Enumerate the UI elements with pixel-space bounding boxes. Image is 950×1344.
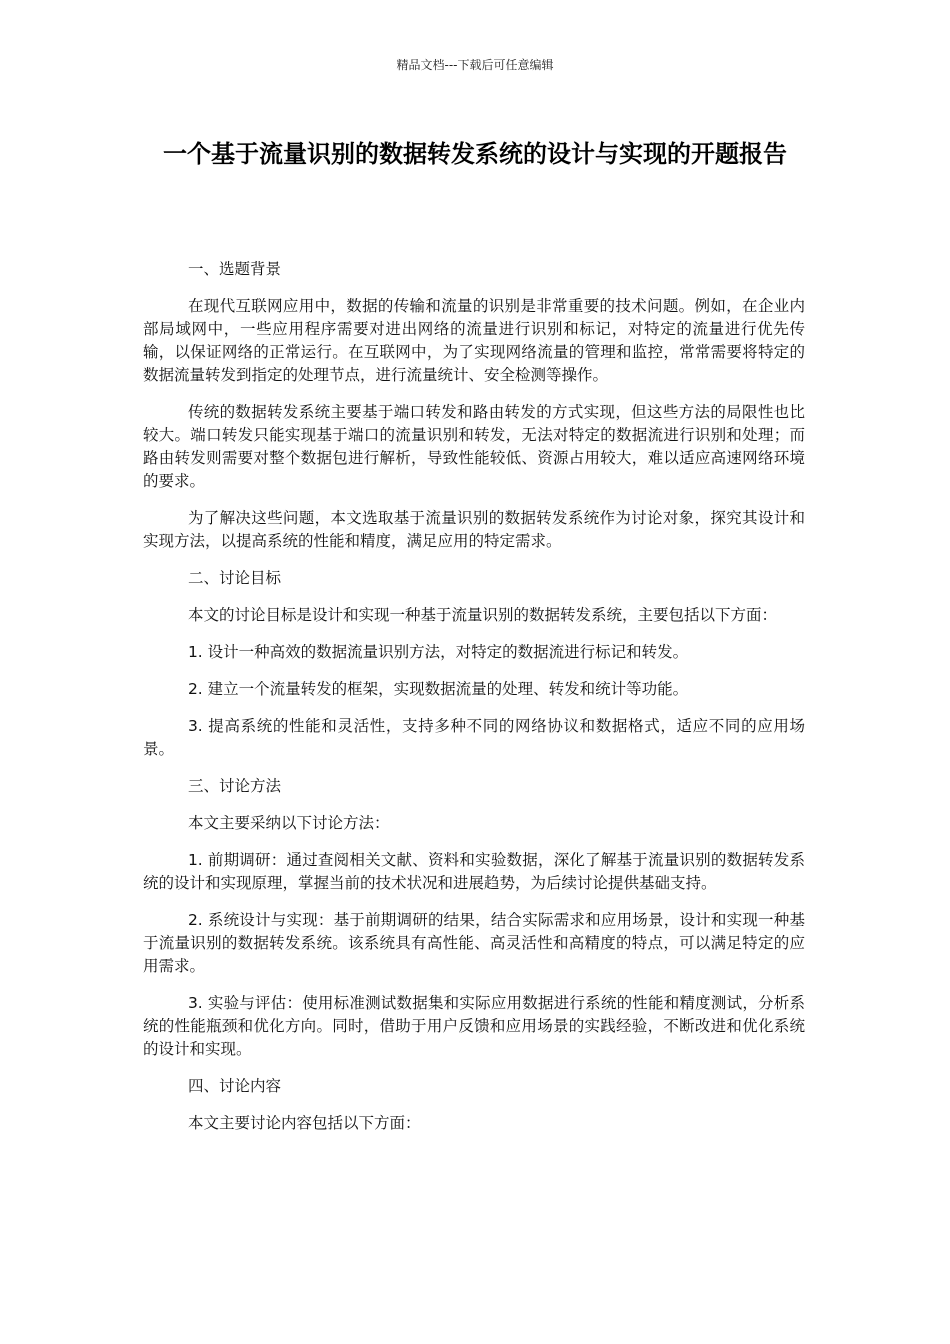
- section-heading-content: 四、讨论内容: [187, 1077, 281, 1095]
- document-body: [143, 258, 805, 1149]
- list-item: 1. 设计一种高效的数据流量识别方法，对特定的数据流进行标记和转发。: [187, 643, 689, 661]
- document-title: 一个基于流量识别的数据转发系统的设计与实现的开题报告: [163, 140, 787, 168]
- list-item: 1. 前期调研：通过查阅相关文献、资料和实验数据，深化了解基于流量识别的数据转发系统的设计和实现原理，掌握当前的技术状况和进展趋势，为后续讨论提供基础支持。: [143, 851, 805, 892]
- paragraph: 本文的讨论目标是设计和实现一种基于流量识别的数据转发系统，主要包括以下方面：: [187, 606, 777, 624]
- section-heading-goals: 二、讨论目标: [187, 569, 281, 587]
- page-header: 精品文档---下载后可任意编辑: [396, 58, 554, 72]
- section-heading-methods: 三、讨论方法: [187, 777, 281, 795]
- paragraph: 为了解决这些问题，本文选取基于流量识别的数据转发系统作为讨论对象，探究其设计和实现方法，以提高系统的性能和精度，满足应用的特定需求。: [143, 509, 805, 550]
- paragraph: 传统的数据转发系统主要基于端口转发和路由转发的方式实现，但这些方法的局限性也比较大。端口转发只能实现基于端口的流量识别和转发，无法对特定的数据流进行识别和处理；而路由转发则需要对整个数据包进行解析，导致性能较低、资源占用较大，难以适应高速网络环境的要求。: [143, 403, 805, 490]
- list-item: 3. 提高系统的性能和灵活性，支持多种不同的网络协议和数据格式，适应不同的应用场景。: [143, 717, 805, 758]
- list-item: 3. 实验与评估：使用标准测试数据集和实际应用数据进行系统的性能和精度测试，分析系统的性能瓶颈和优化方向。同时，借助于用户反馈和应用场景的实践经验，不断改进和优化系统的设计和实现。: [143, 994, 805, 1058]
- paragraph: 本文主要采纳以下讨论方法：: [187, 814, 390, 832]
- paragraph: 在现代互联网应用中，数据的传输和流量的识别是非常重要的技术问题。例如，在企业内部局域网中，一些应用程序需要对进出网络的流量进行识别和标记，对特定的流量进行优先传输，以保证网络的正常运行。在互联网中，为了实现网络流量的管理和监控，常常需要将特定的数据流量转发到指定的处理节点，进行流量统计、安全检测等操作。: [143, 297, 805, 384]
- list-item: 2. 系统设计与实现：基于前期调研的结果，结合实际需求和应用场景，设计和实现一种基于流量识别的数据转发系统。该系统具有高性能、高灵活性和高精度的特点，可以满足特定的应用需求。: [143, 911, 805, 975]
- paragraph: 本文主要讨论内容包括以下方面：: [187, 1114, 421, 1132]
- section-heading-background: 一、选题背景: [187, 260, 281, 278]
- list-item: 2. 建立一个流量转发的框架，实现数据流量的处理、转发和统计等功能。: [187, 680, 689, 698]
